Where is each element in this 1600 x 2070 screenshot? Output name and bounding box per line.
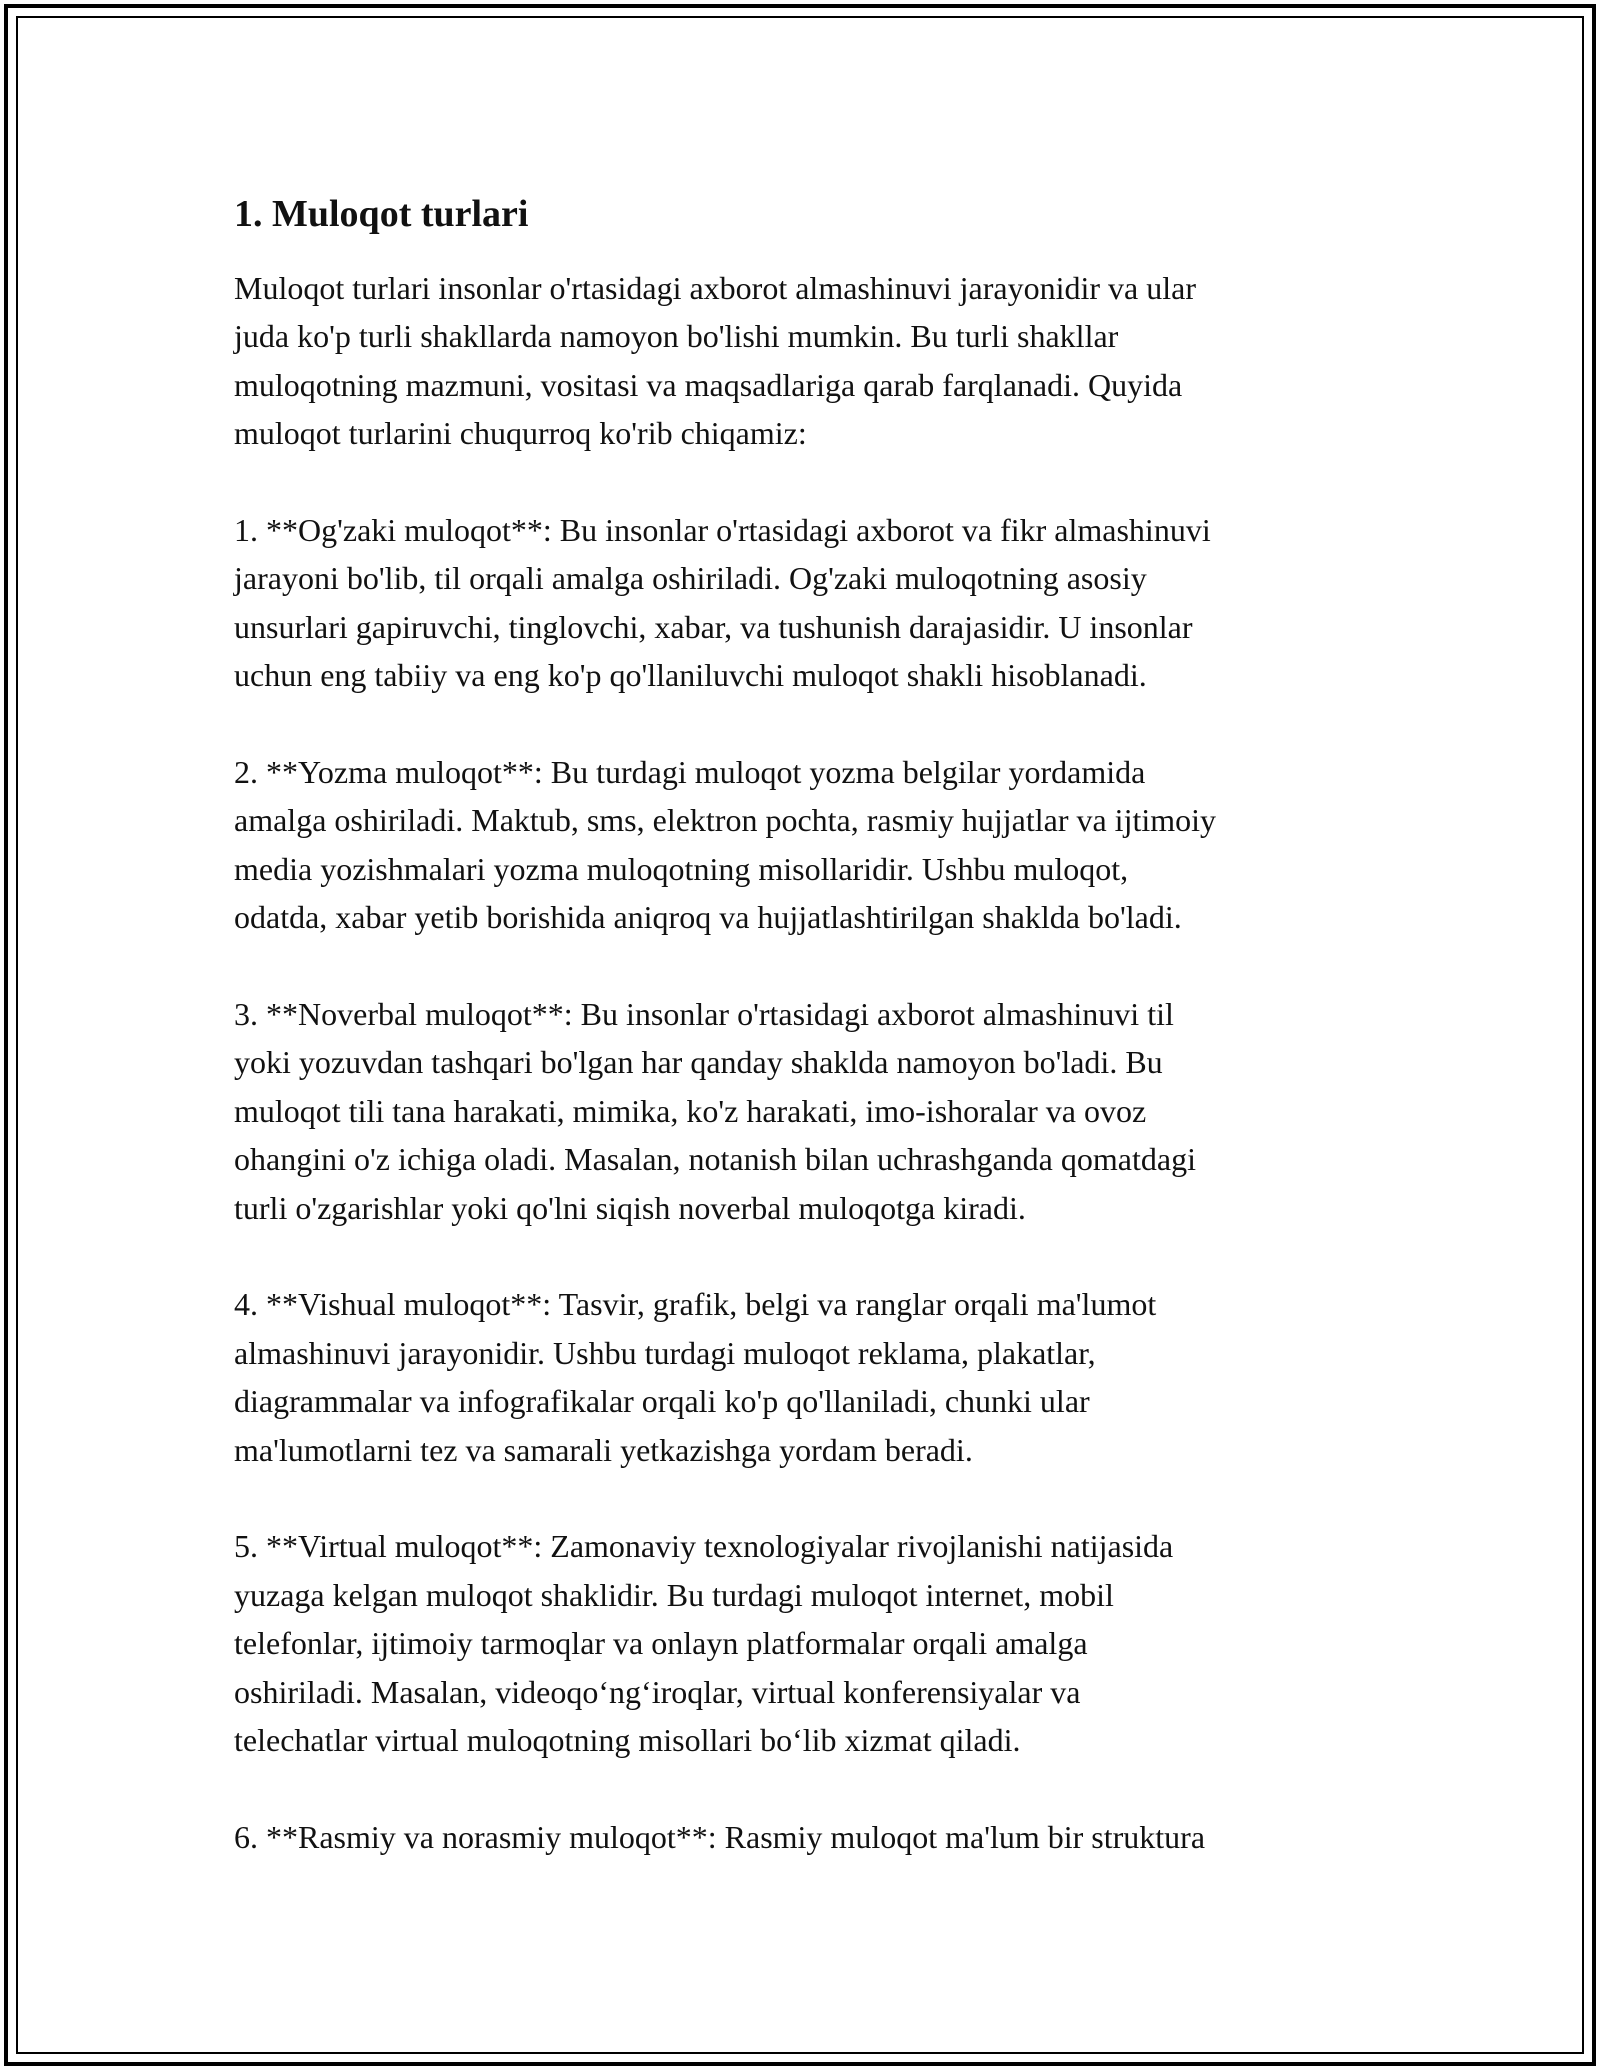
paragraph-virtual-communication: 5. **Virtual muloqot**: Zamonaviy texnologiyalar rivojlanishi natijasida yuzaga kelgan muloqot shaklidir. Bu turdagi muloqot internet, mobil telefonlar, ijtimoiy tarmoqlar va onlayn platformalar orqali amalga oshiriladi. Masalan, videoqoʻngʻiroqlar, virtual konferensiyalar va telechatlar virtual muloqotning misollari boʻlib xizmat qiladi.	[234, 1528, 1174, 1759]
paragraph-written-communication: 2. **Yozma muloqot**: Bu turdagi muloqot yozma belgilar yordamida amalga oshiriladi. Maktub, sms, elektron pochta, rasmiy hujjatlar va ijtimoiy media yozishmalari yozma muloqotning misollaridir. Ushbu muloqot, odatda, xabar yetib borishida aniqroq va hujjatlashtirilgan shaklda bo'ladi.	[234, 754, 1217, 936]
intro-paragraph: Muloqot turlari insonlar o'rtasidagi axborot almashinuvi jarayonidir va ular juda ko'p turli shakllarda namoyon bo'lishi mumkin. Bu turli shakllar muloqotning mazmuni, vositasi va maqsadlariga qarab farqlanadi. Quyida muloqot turlarini chuqurroq ko'rib chiqamiz:	[234, 270, 1196, 452]
paragraph-oral-communication: 1. **Og'zaki muloqot**: Bu insonlar o'rtasidagi axborot va fikr almashinuvi jarayoni bo'lib, til orqali amalga oshiriladi. Og'zaki muloqotning asosiy unsurlari gapiruvchi, tinglovchi, xabar, va tushunish darajasidir. U insonlar uchun eng tabiiy va eng ko'p qo'llaniluvchi muloqot shakli hisoblanadi.	[234, 512, 1211, 694]
paragraph-visual-communication: 4. **Vishual muloqot**: Tasvir, grafik, belgi va ranglar orqali ma'lumot almashinuvi jarayonidir. Ushbu turdagi muloqot reklama, plakatlar, diagrammalar va infografikalar orqali ko'p qo'llaniladi, chunki ular ma'lumotlarni tez va samarali yetkazishga yordam beradi.	[234, 1286, 1157, 1468]
paragraph-nonverbal-communication: 3. **Noverbal muloqot**: Bu insonlar o'rtasidagi axborot almashinuvi til yoki yozuvdan tashqari bo'lgan har qanday shaklda namoyon bo'ladi. Bu muloqot tili tana harakati, mimika, ko'z harakati, imo-ishoralar va ovoz ohangini o'z ichiga oladi. Masalan, notanish bilan uchrashganda qomatdagi turli o'zgarishlar yoki qo'lni siqish noverbal muloqotga kiradi.	[234, 996, 1196, 1226]
paragraph-formal-informal-communication: 6. **Rasmiy va norasmiy muloqot**: Rasmiy muloqot ma'lum bir struktura	[234, 1818, 1206, 1855]
document-title: 1. Muloqot turlari	[234, 193, 529, 235]
document-body	[234, 186, 1374, 1910]
